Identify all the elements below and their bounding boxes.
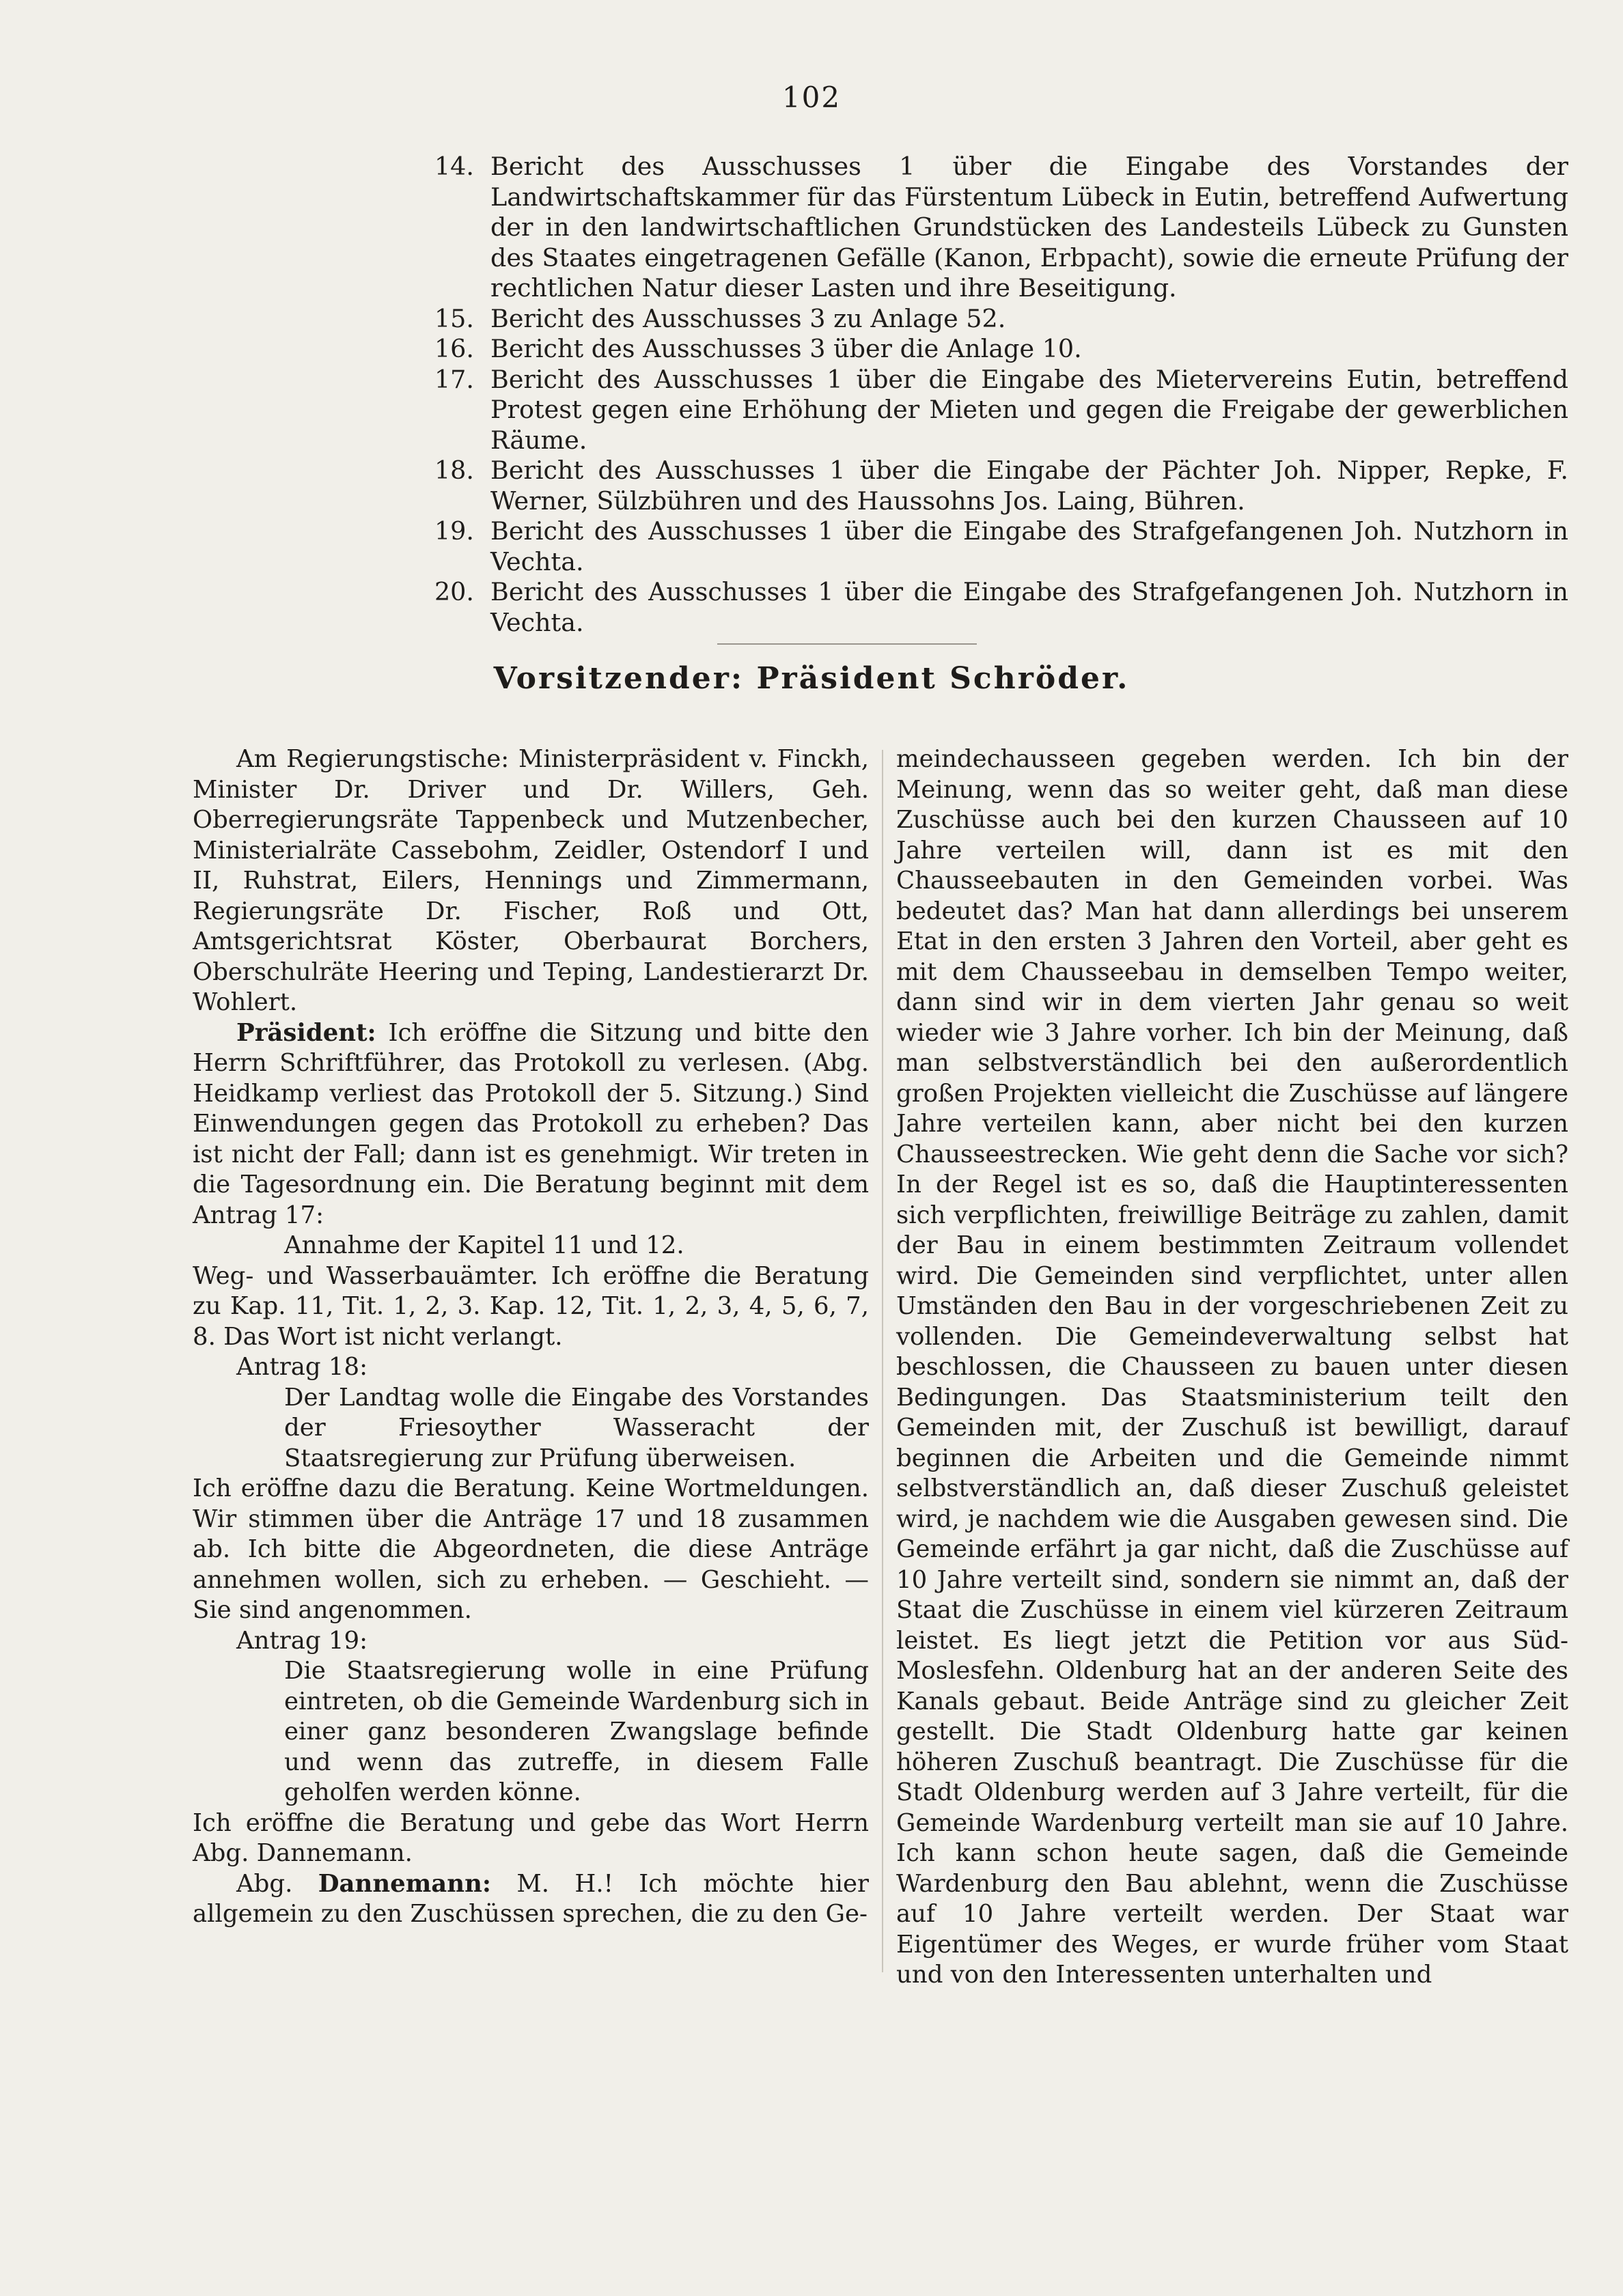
- agenda-item: [414, 365, 1568, 456]
- agenda-number: 17.: [434, 364, 474, 394]
- agenda-number: 14.: [434, 152, 474, 181]
- agenda-text: Bericht des Ausschusses 1 über die Eingabe des Vorstandes der Landwirtschaftskammer für das Fürstentum Lübeck in Eutin, betreffend Aufwertung der in den landwirtschaftlichen Grundstücken des Landesteils Lübeck zu Gunsten des Staates eingetragenen Gefälle (Kanon, Erbpacht), sowie die erneute Prüfung der rechtlichen Natur dieser Lasten und ihre Beseitigung.: [490, 152, 1568, 303]
- antrag19-text: Die Staatsregierung wolle in eine Prüfung eintreten, ob die Gemeinde Wardenburg sich in einer ganz besonderen Zwangslage befinde und wenn das zutreffe, in diesem Falle geholfen werden könne.: [284, 1657, 869, 1806]
- antrag19-label: Antrag 19:: [236, 1626, 368, 1655]
- open-debate-paragraph: Ich eröffne die Beratung und gebe das Wort Herrn Abg. Dannemann.: [193, 1808, 869, 1867]
- agenda-number: 20.: [434, 577, 474, 606]
- kapitel-line: Annahme der Kapitel 11 und 12.: [284, 1231, 684, 1259]
- speaker-prefix: Abg.: [236, 1869, 318, 1898]
- wegbau-paragraph: Weg- und Wasserbauämter. Ich eröffne die Beratung zu Kap. 11, Tit. 1, 2, 3. Kap. 12, Tit. 1, 2, 3, 4, 5, 6, 7, 8. Das Wort ist nicht verlangt.: [193, 1261, 869, 1351]
- agenda-item: [414, 304, 1568, 335]
- president-speech: Ich eröffne die Sitzung und bitte den Herrn Schriftführer, das Protokoll zu verlesen. (Abg. Heidkamp verliest das Protokoll der 5. Sitzung.) Sind Einwendungen gegen das Protokoll zu erheben? Das ist nicht der Fall; dann ist es genehmigt. Wir treten in die Tagesordnung ein. Die Beratung beginnt mit dem Antrag 17:: [193, 1018, 869, 1229]
- page-number: 102: [781, 81, 842, 114]
- column-divider: [882, 750, 883, 1972]
- left-column: [193, 744, 869, 1930]
- attendance-paragraph: Am Regierungstische: Ministerpräsident v. Finckh, Minister Dr. Driver und Dr. Willers, Geh. Oberregierungsräte Tappenbeck und Mutzenbecher, Ministerialräte Cassebohm, Zeidler, Ostendorf I und II, Ruhstrat, Eilers, Hennings und Zimmermann, Regierungsräte Dr. Fischer, Roß und Ott, Amtsgerichtsrat Köster, Oberbaurat Borchers, Oberschulräte Heering und Teping, Landestierarzt Dr. Wohlert.: [193, 745, 869, 1016]
- dannemann-speech: M. H.! Ich möchte hier allgemein zu den Zuschüssen sprechen, die zu den Ge-: [193, 1869, 869, 1928]
- agenda-text: Bericht des Ausschusses 3 über die Anlage 10.: [490, 334, 1082, 363]
- agenda-list: [414, 152, 1568, 638]
- agenda-item: [414, 334, 1568, 365]
- agenda-item: [414, 456, 1568, 516]
- agenda-number: 19.: [434, 516, 474, 546]
- agenda-text: Bericht des Ausschusses 3 zu Anlage 52.: [490, 303, 1006, 333]
- agenda-text: Bericht des Ausschusses 1 über die Eingabe des Strafgefangenen Joh. Nutzhorn in Vechta.: [490, 577, 1568, 637]
- heading-divider: [717, 643, 977, 645]
- agenda-number: 15.: [434, 303, 474, 333]
- agenda-number: 18.: [434, 456, 474, 485]
- chair-heading: Vorsitzender: Präsident Schröder.: [493, 661, 1130, 696]
- agenda-item: [414, 152, 1568, 304]
- antrag18-text: Der Landtag wolle die Eingabe des Vorstandes der Friesoyther Wasseracht der Staatsregierung zur Prüfung überweisen.: [284, 1383, 869, 1472]
- agenda-text: Bericht des Ausschusses 1 über die Eingabe der Pächter Joh. Nipper, Repke, F. Werner, Sülzbühren und des Haussohns Jos. Laing, Bühren.: [490, 456, 1568, 516]
- right-column: [896, 744, 1568, 1991]
- president-paragraph: [193, 1018, 869, 1231]
- vote-paragraph: Ich eröffne dazu die Beratung. Keine Wortmeldungen. Wir stimmen über die Anträge 17 und 18 zusammen ab. Ich bitte die Abgeordneten, die diese Anträge annehmen wollen, sich zu erheben. — Geschieht. — Sie sind angenommen.: [193, 1474, 869, 1624]
- speaker-label: Präsident:: [236, 1018, 376, 1047]
- antrag18-label: Antrag 18:: [236, 1353, 368, 1381]
- agenda-item: [414, 516, 1568, 577]
- agenda-number: 16.: [434, 334, 474, 363]
- speaker-name: Dannemann:: [318, 1869, 492, 1898]
- dannemann-paragraph: [193, 1869, 869, 1930]
- agenda-text: Bericht des Ausschusses 1 über die Eingabe des Strafgefangenen Joh. Nutzhorn in Vechta.: [490, 516, 1568, 576]
- agenda-item: [414, 577, 1568, 638]
- dannemann-speech-continued: meindechausseen gegeben werden. Ich bin der Meinung, wenn das so weiter geht, daß man diese Zuschüsse auch bei den kurzen Chausseen auf 10 Jahre verteilen will, dann ist es mit den Chausseebauten in den Gemeinden vorbei. Was bedeutet das? Man hat dann allerdings bei unserem Etat in den ersten 3 Jahren den Vorteil, aber geht es mit dem Chausseebau in demselben Tempo weiter, dann sind wir in dem vierten Jahr genau so weit wieder wie 3 Jahre vorher. Ich bin der Meinung, daß man selbstverständlich bei den außerordentlich großen Projekten vielleicht die Zuschüsse auf längere Jahre verteilen kann, aber nicht bei den kurzen Chausseestrecken. Wie geht denn die Sache vor sich? In der Regel ist es so, daß die Hauptinteressenten sich verpflichten, freiwillige Beiträge zu zahlen, damit der Bau in einem bestimmten Zeitraum vollendet wird. Die Gemeinden sind verpflichtet, unter allen Umständen den Bau in der vorgeschriebenen Zeit zu vollenden. Die Gemeindeverwaltung selbst hat beschlossen, die Chausseen zu bauen unter diesen Bedingungen. Das Staatsministerium teilt den Gemeinden mit, der Zuschuß ist bewilligt, darauf beginnen die Arbeiten und die Gemeinde nimmt selbstverständlich an, daß dieser Zuschuß geleistet wird, je nachdem wie die Ausgaben gewesen sind. Die Gemeinde erfährt ja gar nicht, daß die Zuschüsse auf 10 Jahre verteilt sind, sondern sie nimmt an, daß der Staat die Zuschüsse in einem viel kürzeren Zeitraum leistet. Es liegt jetzt die Petition vor aus Süd-Moslesfehn. Oldenburg hat an der anderen Seite des Kanals gebaut. Beide Anträge sind zu gleicher Zeit gestellt. Die Stadt Oldenburg hatte gar keinen höheren Zuschuß beantragt. Die Zuschüsse für die Stadt Oldenburg werden auf 3 Jahre verteilt, für die Gemeinde Wardenburg verteilt man sie auf 10 Jahre. Ich kann schon heute sagen, daß die Gemeinde Wardenburg den Bau ablehnt, wenn die Zuschüsse auf 10 Jahre verteilt werden. Der Staat war Eigentümer des Weges, er wurde früher vom Staat und von den Interessenten unterhalten und: [896, 745, 1568, 1989]
- agenda-text: Bericht des Ausschusses 1 über die Eingabe des Mietervereins Eutin, betreffend Protest gegen eine Erhöhung der Mieten und gegen die Freigabe der gewerblichen Räume.: [490, 364, 1568, 455]
